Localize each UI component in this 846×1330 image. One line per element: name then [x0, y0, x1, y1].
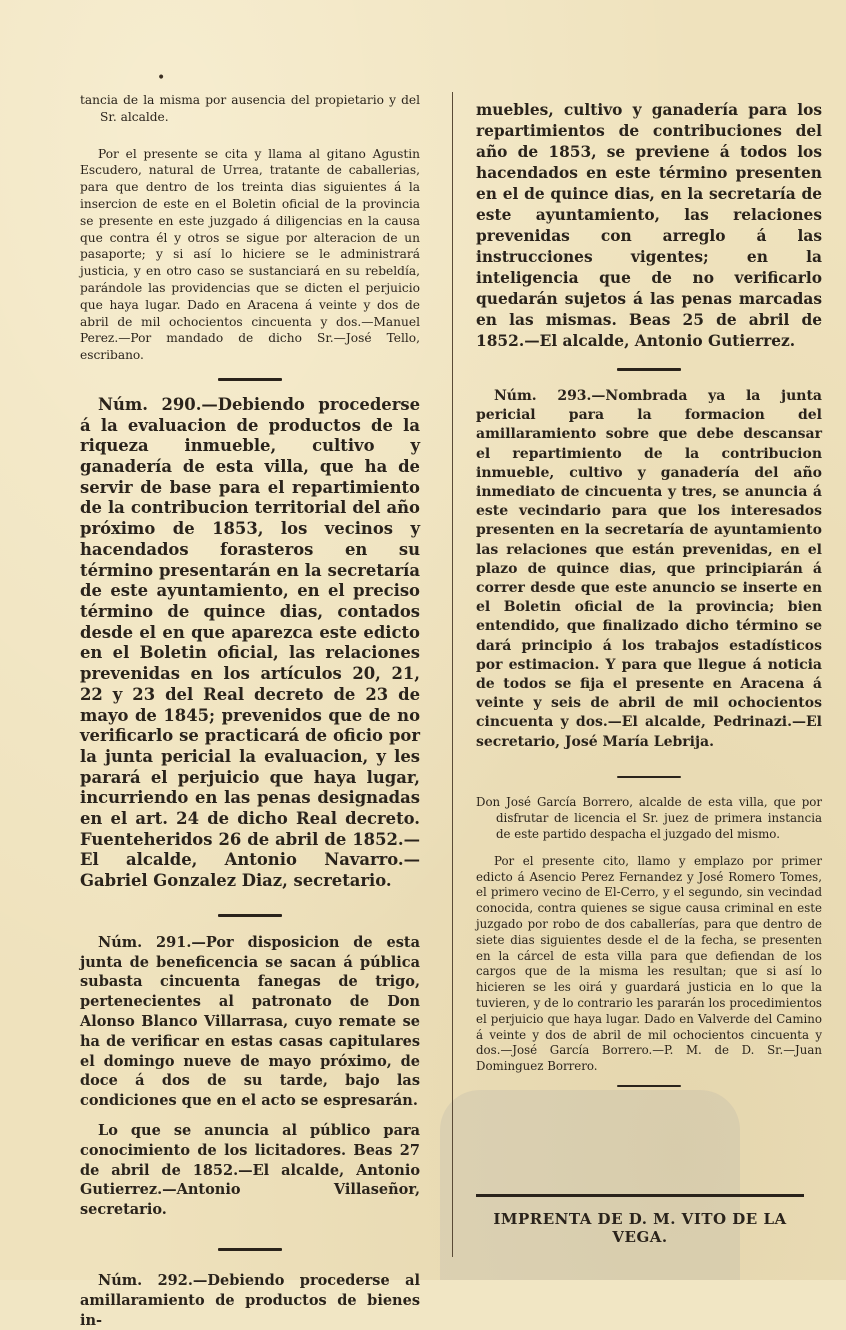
- intro-tail-paragraph: tancia de la misma por ausencia del propietario y del Sr. alcalde.: [80, 93, 420, 124]
- notice-290: Núm. 290.—Debiendo procederse á la evaluacion de productos de la riqueza inmueble, cultivo y ganadería de esta villa, que ha de servir de base para el repartimiento de la contribucion territorial del año próximo de 1853, los vecinos y hacendados forasteros en su término presentarán en la secretaría de este ayuntamiento, en el preciso término de quince dias, contados desde el en que aparezca este edicto en el Boletin oficial, las relaciones prevenidas en los artículos 20, 21, 22 y 23 del Real decreto de 23 de mayo de 1845; prevenidos que de no verificarlo se practicará de oficio por la junta pericial la evaluacion, y les parará el perjuicio que haya lugar, incurriendo en las penas designadas en el art. 24 de dicho Real decreto. Fuenteheridos 26 de abril de 1852.—El alcalde, Antonio Navarro.—Gabriel Gonzalez Diaz, secretario.: [80, 394, 420, 891]
- column-divider: [452, 92, 453, 1257]
- imprint-line: IMPRENTA DE D. M. VITO DE LA VEGA.: [493, 1210, 787, 1246]
- notice-291: Núm. 291.—Por disposicion de esta junta de beneficencia se sacan á pública subasta cincuenta fanegas de trigo, pertenecientes al patronato de Don Alonso Blanco Villarrasa, cuyo remate se ha de verificar en estas casas capitulares el domingo nueve de mayo próximo, de doce á dos de su tarde, bajo las condiciones que en el acto se espresarán.: [80, 933, 420, 1110]
- citation-paragraph: Por el presente se cita y llama al gitano Agustin Escudero, natural de Urrea, tratante de caballerias, para que dentro de los treinta dias siguientes á la insercion de este en el Boletin oficial de la provincia se presente en este juzgado á diligencias en la causa que contra él y otros se sigue por alteracion de un pasaporte; y si así lo hiciere se le administrará justicia, y en otro caso se sustanciará en su rebeldía, parándole las providencias que se dicten el perjuicio que haya lugar. Dado en Aracena á veinte y dos de abril de mil ochocientos cincuenta y dos.—Manuel Perez.—Por mandado de dicho Sr.—José Tello, escribano.: [80, 146, 420, 363]
- right-column: [476, 100, 822, 1087]
- garcia-header: Don José García Borrero, alcalde de esta villa, que por disfrutar de licencia el Sr. juez de primera instancia de este partido despacha el juzgado del mismo.: [476, 794, 822, 841]
- margin-dot: •: [157, 70, 166, 86]
- imprint-rule: [476, 1194, 804, 1197]
- library-watermark: [440, 1090, 740, 1280]
- section-separator: [617, 1085, 681, 1087]
- notice-293: Núm. 293.—Nombrada ya la junta pericial para la formacion del amillaramiento sobre que debe descansar el repartimiento de la contribucion inmueble, cultivo y ganadería del año inmediato de cincuenta y tres, se anuncia á este vecindario para que los interesados presenten en la secretaría de ayuntamiento las relaciones que están prevenidas, en el plazo de quince dias, que principiarán á correr desde que este anuncio se inserte en el Boletin oficial de la provincia; bien entendido, que finalizado dicho término se dará principio á los trabajos estadísticos por estimacion. Y para que llegue á noticia de todos se fija el presente en Aracena á veinte y seis de abril de mil ochocientos cincuenta y dos.—El alcalde, Pedrinazi.—El secretario, José María Lebrija.: [476, 388, 822, 750]
- notice-292-continued: muebles, cultivo y ganadería para los repartimientos de contribuciones del año de 1853, se previene á todos los hacendados en este término presenten en el de quince dias, en la secretaría de este ayuntamiento, las relaciones prevenidas con arreglo á las instrucciones vigentes; en la inteligencia que de no verificarlo quedarán sujetos á las penas marcadas en las mismas. Beas 25 de abril de 1852.—El alcalde, Antonio Gutierrez.: [476, 101, 822, 350]
- left-column: [80, 92, 420, 1330]
- notice-292-start: Núm. 292.—Debiendo procederse al amillaramiento de productos de bienes in-: [80, 1271, 420, 1329]
- garcia-edict: Por el presente cito, llamo y emplazo por primer edicto á Asencio Perez Fernandez y José Romero Tomes, el primero vecino de El-Cerro, y el segundo, sin vecindad conocida, contra quienes se sigue causa criminal en este juzgado por robo de dos caballerías, para que dentro de siete dias siguientes desde el de la fecha, se presenten en la cárcel de esta villa para que defiendan de los cargos que de la misma les resultan; que si así lo hicieren se les oirá y guardará justicia en lo que la tuvieren, y de lo contrario les pararán los procedimientos el perjuicio que haya lugar. Dado en Valverde del Camino á veinte y dos de abril de mil ochocientos cincuenta y dos.—José García Borrero.—P. M. de D. Sr.—Juan Dominguez Borrero.: [476, 853, 822, 1074]
- notice-291-closing: Lo que se anuncia al público para conocimiento de los licitadores. Beas 27 de abril de 1852.—El alcalde, Antonio Gutierrez.—Antonio Villaseñor, secretario.: [80, 1122, 420, 1219]
